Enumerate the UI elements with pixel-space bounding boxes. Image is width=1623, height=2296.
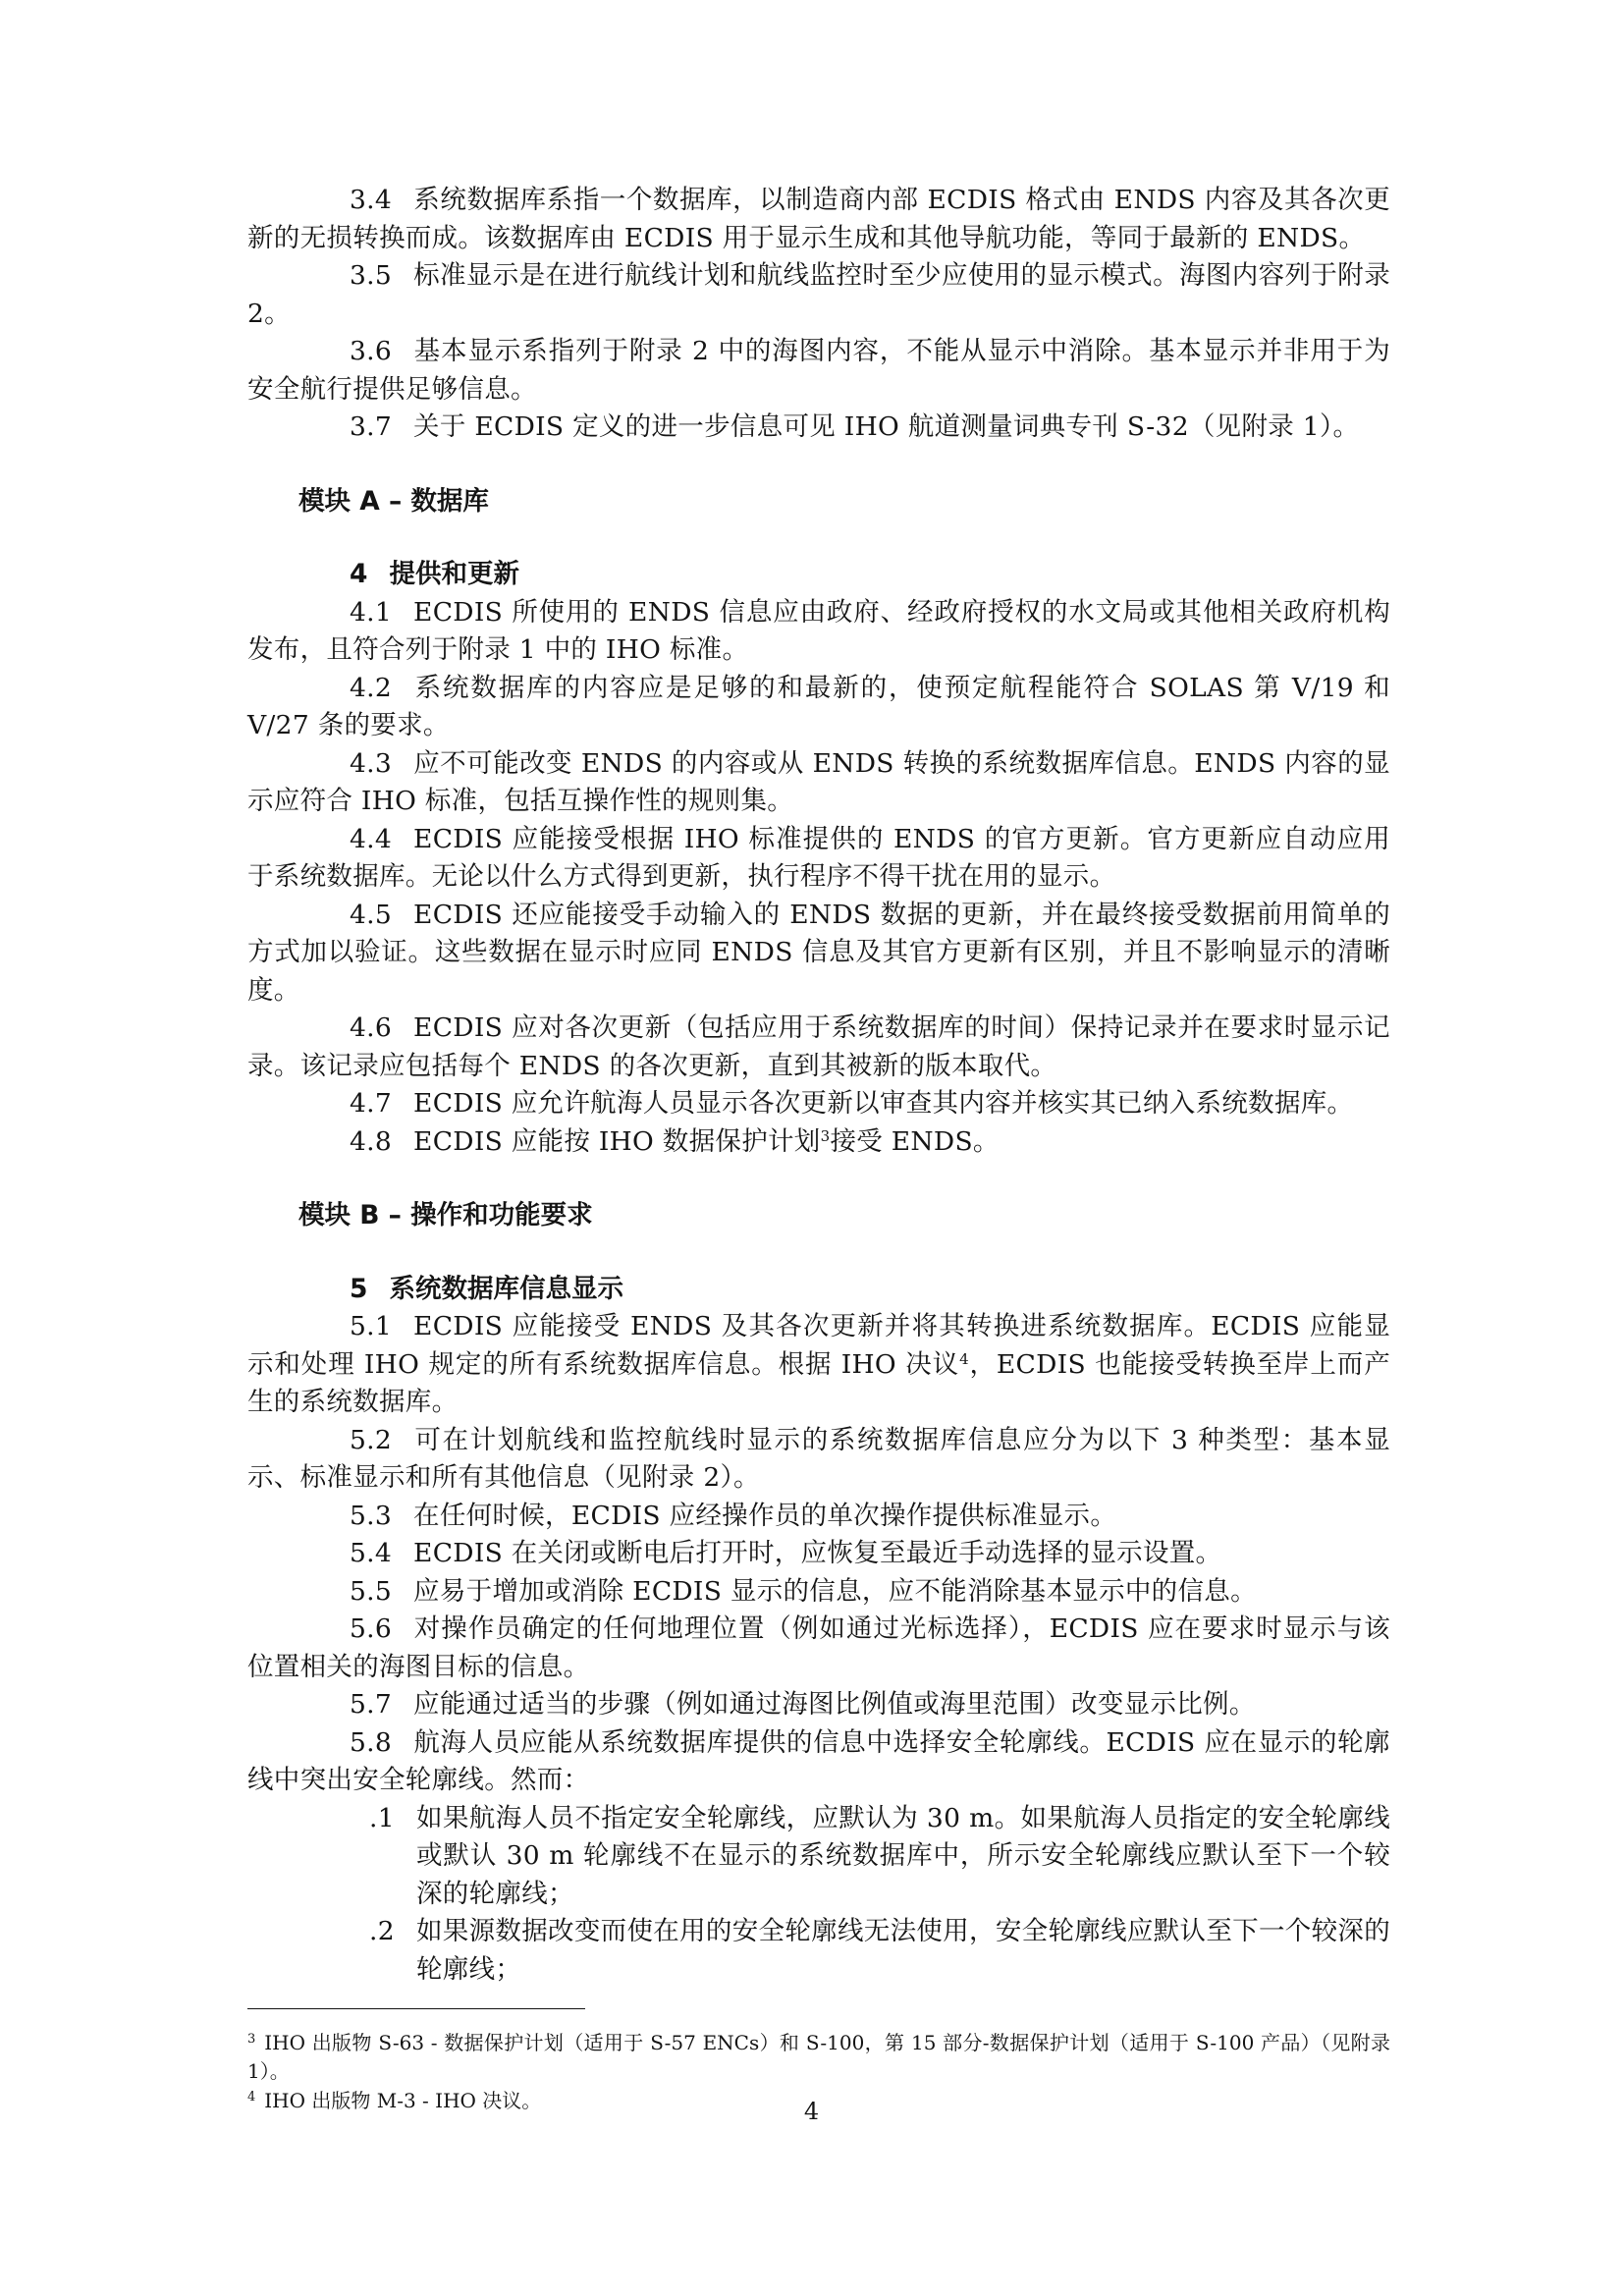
paragraph-number: 5.7	[350, 1689, 393, 1720]
paragraph-text: 标准显示是在进行航线计划和航线监控时至少应使用的显示模式。海图内容列于附录 2。	[247, 260, 1390, 329]
paragraph-number: 5.5	[350, 1575, 393, 1607]
paragraph-4-2	[247, 670, 1390, 745]
paragraph-text: 对操作员确定的任何地理位置（例如通过光标选择），ECDIS 应在要求时显示与该位置相关的海图目标的信息。	[247, 1613, 1390, 1682]
paragraph-3-5	[247, 257, 1390, 333]
paragraph-number: 5.6	[350, 1613, 393, 1644]
paragraph-number: 4.7	[350, 1088, 393, 1119]
paragraph-4-5	[247, 897, 1390, 1011]
paragraph-number: 3.5	[350, 260, 393, 291]
paragraph-text-continued: 接受 ENDS。	[830, 1125, 1000, 1157]
paragraph-4-4	[247, 821, 1390, 897]
paragraph-text: ECDIS 应允许航海人员显示各次更新以审查其内容并核实其已纳入系统数据库。	[413, 1088, 1354, 1119]
paragraph-number: 5.1	[350, 1311, 393, 1341]
paragraph-number: 5.4	[350, 1538, 393, 1568]
subitem-text: 如果航海人员不指定安全轮廓线，应默认为 30 m。如果航海人员指定的安全轮廓线或默认 30 m 轮廓线不在显示的系统数据库中，所示安全轮廓线应默认至下一个较深的轮廓线；	[416, 1802, 1390, 1909]
paragraph-4-3	[247, 745, 1390, 821]
paragraph-number: 3.7	[350, 411, 393, 442]
footnote-text: IHO 出版物 S-63 - 数据保护计划（适用于 S-57 ENCs）和 S-100，第 15 部分-数据保护计划（适用于 S-100 产品）（见附录 1）。	[247, 2031, 1390, 2083]
paragraph-text: 航海人员应能从系统数据库提供的信息中选择安全轮廓线。ECDIS 应在显示的轮廓线中突出安全轮廓线。然而：	[247, 1726, 1390, 1795]
footnote-mark: 4	[247, 2090, 256, 2105]
section-title: 提供和更新	[389, 559, 519, 589]
subitem-label: .1	[369, 1802, 395, 1833]
subitem-text: 如果源数据改变而使在用的安全轮廓线无法使用，安全轮廓线应默认至下一个较深的轮廓线；	[416, 1916, 1390, 1985]
paragraph-text: ECDIS 还应能接受手动输入的 ENDS 数据的更新，并在最终接受数据前用简单的方式加以验证。这些数据在显示时应同 ENDS 信息及其官方更新有区别，并且不影响显示的清晰度。	[247, 899, 1390, 1006]
paragraph-text: ECDIS 在关闭或断电后打开时，应恢复至最近手动选择的显示设置。	[413, 1538, 1222, 1568]
paragraph-number: 5.2	[350, 1424, 393, 1455]
paragraph-5-3	[247, 1498, 1390, 1536]
paragraph-text: ECDIS 应能按 IHO 数据保护计划	[413, 1125, 821, 1157]
paragraph-text: 应不可能改变 ENDS 的内容或从 ENDS 转换的系统数据库信息。ENDS 内容的显示应符合 IHO 标准，包括互操作性的规则集。	[247, 747, 1390, 816]
paragraph-5-5	[247, 1573, 1390, 1612]
paragraph-text: ECDIS 所使用的 ENDS 信息应由政府、经政府授权的水文局或其他相关政府机构发布，且符合列于附录 1 中的 IHO 标准。	[247, 596, 1390, 665]
paragraph-number: 4.3	[350, 747, 393, 779]
paragraph-text: ECDIS 应能接受 ENDS 及其各次更新并将其转换进系统数据库。ECDIS 应能显示和处理 IHO 规定的所有系统数据库信息。根据 IHO 决议	[247, 1311, 1390, 1380]
paragraph-number: 4.4	[350, 823, 393, 854]
paragraph-text: 应能通过适当的步骤（例如通过海图比例值或海里范围）改变显示比例。	[413, 1689, 1256, 1720]
paragraph-text: 可在计划航线和监控航线时显示的系统数据库信息应分为以下 3 种类型：基本显示、标准显示和所有其他信息（见附录 2）。	[247, 1424, 1390, 1493]
paragraph-number: 5.3	[350, 1500, 393, 1531]
paragraph-5-6	[247, 1611, 1390, 1686]
paragraph-text: ECDIS 应对各次更新（包括应用于系统数据库的时间）保持记录并在要求时显示记录。该记录应包括每个 ENDS 的各次更新，直到其被新的版本取代。	[247, 1012, 1390, 1081]
footnote-3	[247, 2029, 1390, 2086]
paragraph-number: 4.8	[350, 1125, 393, 1157]
module-a-heading: 模块 A – 数据库	[298, 485, 489, 517]
paragraph-number: 4.6	[350, 1012, 393, 1043]
paragraph-3-6	[247, 333, 1390, 409]
paragraph-5-1	[247, 1308, 1390, 1422]
subitem-label: .2	[369, 1916, 395, 1946]
section-number: 4	[350, 559, 368, 589]
paragraph-text-continued: ，ECDIS 也能接受转换至岸上而产生的系统数据库。	[247, 1348, 1390, 1417]
paragraph-3-7	[247, 409, 1390, 447]
paragraph-3-4	[247, 182, 1390, 257]
paragraph-number: 3.4	[350, 185, 393, 215]
paragraph-5-4	[247, 1535, 1390, 1573]
paragraph-4-7	[247, 1085, 1390, 1123]
paragraph-number: 5.8	[350, 1726, 393, 1758]
paragraph-text: 应易于增加或消除 ECDIS 显示的信息，应不能消除基本显示中的信息。	[413, 1575, 1257, 1607]
paragraph-number: 4.1	[350, 596, 393, 628]
footnote-reference-4[interactable]: 4	[959, 1349, 969, 1368]
paragraph-4-1	[247, 594, 1390, 670]
page-number: 4	[803, 2098, 820, 2125]
footnote-mark: 3	[247, 2032, 256, 2047]
paragraph-text: 系统数据库的内容应是足够的和最新的，使预定航程能符合 SOLAS 第 V/19 和 V/27 条的要求。	[247, 672, 1390, 740]
paragraph-4-8	[247, 1123, 1390, 1162]
body-text	[247, 182, 1390, 1989]
paragraph-text: 在任何时候，ECDIS 应经操作员的单次操作提供标准显示。	[413, 1500, 1117, 1531]
subitem-5-8-1	[247, 1800, 1390, 1914]
paragraph-text: 系统数据库系指一个数据库，以制造商内部 ECDIS 格式由 ENDS 内容及其各次更新的无损转换而成。该数据库由 ECDIS 用于显示生成和其他导航功能，等同于最新的 ENDS。	[247, 185, 1390, 253]
footnote-reference-3[interactable]: 3	[820, 1126, 831, 1145]
paragraph-number: 4.5	[350, 899, 393, 930]
paragraph-text: 关于 ECDIS 定义的进一步信息可见 IHO 航道测量词典专刊 S-32（见附录 1）。	[413, 411, 1360, 442]
module-b-heading: 模块 B – 操作和功能要求	[298, 1200, 593, 1230]
section-number: 5	[350, 1273, 368, 1304]
section-title: 系统数据库信息显示	[389, 1273, 623, 1304]
paragraph-5-2	[247, 1422, 1390, 1498]
section-5-heading	[247, 1271, 1390, 1309]
paragraph-4-6	[247, 1010, 1390, 1085]
section-4-heading	[247, 556, 1390, 594]
footnote-separator	[247, 2008, 585, 2009]
footnote-text: IHO 出版物 M-3 - IHO 决议。	[264, 2089, 542, 2112]
paragraph-text: 基本显示系指列于附录 2 中的海图内容，不能从显示中消除。基本显示并非用于为安全航行提供足够信息。	[247, 336, 1390, 405]
paragraph-number: 4.2	[350, 672, 393, 703]
paragraph-5-8	[247, 1724, 1390, 1800]
subitem-5-8-2	[247, 1913, 1390, 1989]
paragraph-text: ECDIS 应能接受根据 IHO 标准提供的 ENDS 的官方更新。官方更新应自动应用于系统数据库。无论以什么方式得到更新，执行程序不得干扰在用的显示。	[247, 823, 1390, 892]
paragraph-number: 3.6	[350, 336, 393, 366]
paragraph-5-7	[247, 1686, 1390, 1724]
